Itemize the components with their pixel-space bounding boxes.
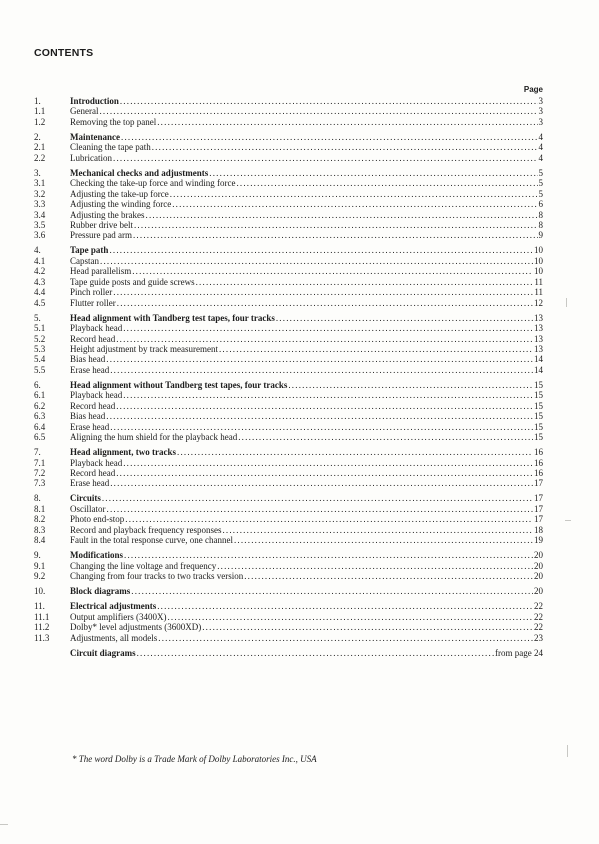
toc-subsection-entry [34,220,543,230]
entry-page-number: 3 [538,96,543,106]
entry-number: 5.2 [34,333,46,344]
dot-leader [110,422,533,432]
entry-title: Pressure pad arm [70,230,132,241]
entry-title: Mechanical checks and adjustments [70,167,209,178]
entry-number: 11.3 [34,632,50,643]
entry-title: Cleaning the tape path [70,142,151,153]
entry-number: 10. [34,586,46,597]
entry-title: Record head [70,400,116,411]
entry-number: 4.1 [34,255,46,266]
entry-page-number: 22 [534,611,543,622]
dot-leader [288,380,533,390]
entry-number: 3. [34,167,41,178]
dot-leader [172,199,537,209]
entry-page-number: 11 [534,287,543,298]
entry-number: 6.1 [34,390,46,401]
entry-title: Record head [70,333,116,344]
toc-section-entry [34,447,543,457]
entry-title: Electrical adjustments [70,601,157,612]
entry-number: 1. [34,96,41,106]
entry-page-number: 4 [538,152,543,163]
entry-page-number: 6 [538,199,543,210]
toc-subsection-entry [34,323,543,333]
dot-leader [158,633,533,643]
dot-leader [131,586,533,596]
dot-leader [157,601,533,611]
toc-section-entry [34,313,543,323]
entry-title: Dolby* level adjustments (3600XD) [70,622,202,633]
toc-section-entry [34,493,543,503]
toc-subsection-entry [34,422,543,432]
dot-leader [209,168,537,178]
entry-number: 11.2 [34,622,50,633]
toc-subsection-entry [34,612,543,622]
entry-page-number: 15 [534,379,543,390]
dot-leader [276,313,533,323]
entry-number: 3.1 [34,178,46,189]
scan-mark [567,745,568,757]
toc-subsection-entry [34,571,543,581]
entry-title: Head alignment with Tandberg test tapes, four tracks [70,312,275,323]
toc-section-entry [34,96,543,106]
toc-subsection-entry [34,266,543,276]
toc-subsection-entry [34,354,543,364]
entry-number: 4.4 [34,287,46,298]
toc-subsection-entry [34,117,543,127]
entry-title: Erase head [70,478,110,489]
entry-page-number: 15 [534,390,543,401]
entry-page-number: 17 [534,493,543,504]
dot-leader [202,622,533,632]
entry-number: 1.1 [34,106,46,117]
entry-title: Aligning the hum shield for the playback head [70,432,238,443]
toc-section-entry [34,168,543,178]
dot-leader [123,458,533,468]
entry-number: 11.1 [34,611,50,622]
toc-subsection-entry [34,633,543,643]
entry-title: Changing the line voltage and frequency [70,560,217,571]
entry-page-number: 22 [534,622,543,633]
entry-page-number: 3 [538,106,543,117]
entry-title: Oscillator [70,503,106,514]
toc-subsection-entry [34,277,543,287]
dot-leader [177,447,533,457]
dot-leader [116,468,533,478]
entry-page-number: 9 [538,230,543,241]
entry-title: Circuits [70,493,101,504]
entry-number: 5.3 [34,344,46,354]
toc-subsection-entry [34,199,543,209]
entry-number: 5.1 [34,323,46,334]
entry-title: Playback head [70,457,123,468]
toc-subsection-entry [34,390,543,400]
entry-page-number: 10 [534,266,543,277]
dot-leader [234,535,533,545]
entry-title: Bias head [70,411,106,422]
entry-number: 8.3 [34,524,46,535]
entry-page-number: 17 [534,503,543,514]
footnote: * The word Dolby is a Trade Mark of Dolby Laboratories Inc., USA [72,754,317,764]
entry-number: 3.5 [34,220,46,230]
entry-page-number: 5 [538,178,543,189]
toc-subsection-entry [34,478,543,488]
entry-title: Modifications [70,550,123,561]
entry-title: Circuit diagrams [70,647,136,658]
entry-page-number: 16 [534,457,543,468]
page-title: CONTENTS [34,47,94,59]
dot-leader [222,525,533,535]
entry-number: 5.4 [34,354,46,365]
entry-page-number: 22 [534,601,543,612]
entry-number: 6. [34,379,41,390]
dot-leader [137,648,494,658]
entry-page-number: 20 [534,586,543,597]
entry-title: Head alignment, two tracks [70,447,176,458]
toc-subsection-entry [34,365,543,375]
entry-page-number: 10 [534,255,543,266]
scan-mark [566,298,567,307]
entry-page-number: 20 [534,571,543,582]
entry-page-number: 4 [538,131,543,142]
entry-number: 3.2 [34,188,46,199]
toc-subsection-entry [34,535,543,545]
toc-subsection-entry [34,432,543,442]
entry-number: 4.5 [34,297,46,308]
entry-page-number: 14 [534,364,543,375]
dot-leader [110,478,533,488]
dot-leader [238,432,533,442]
entry-number: 8. [34,493,41,504]
entry-title: Lubrication [70,152,112,163]
entry-page-number: 15 [534,411,543,422]
dot-leader [123,390,533,400]
entry-number: 4.2 [34,266,46,277]
dot-leader [134,220,538,230]
toc-subsection-entry [34,561,543,571]
entry-title: Adjusting the brakes [70,209,145,220]
toc-subsection-entry [34,142,543,152]
entry-number: 3.3 [34,199,46,210]
entry-page-number: 19 [534,535,543,546]
entry-title: Playback head [70,390,123,401]
dot-leader [170,189,538,199]
entry-number: 9.1 [34,560,46,571]
entry-page-number: 4 [538,142,543,153]
entry-title: Fault in the total response curve, one channel [70,535,233,546]
entry-title: Introduction [70,96,119,106]
dot-leader [106,411,533,421]
entry-page-number: 13 [534,312,543,323]
dot-leader [217,561,533,571]
entry-title: Erase head [70,421,110,432]
entry-number: 6.2 [34,400,46,411]
entry-page-number: 8 [538,209,543,220]
entry-number: 3.6 [34,230,46,241]
dot-leader [102,493,533,503]
entry-number: 9.2 [34,571,46,582]
entry-number: 8.1 [34,503,46,514]
dot-leader [146,210,538,220]
entry-number: 8.4 [34,535,46,546]
dot-leader [120,96,538,106]
toc-subsection-entry [34,210,543,220]
entry-title: Erase head [70,364,110,375]
toc-section-entry [34,132,543,142]
toc-section-entry [34,380,543,390]
entry-title: Record and playback frequency responses [70,524,222,535]
entry-page-number: 5 [538,188,543,199]
entry-page-number: 15 [534,421,543,432]
toc-subsection-entry [34,178,543,188]
dot-leader [124,550,533,560]
dot-leader [117,298,533,308]
entry-page-number: 12 [534,297,543,308]
entry-title: Adjusting the winding force [70,199,172,210]
toc-subsection-entry [34,504,543,514]
toc-subsection-entry [34,298,543,308]
entry-page-number: 17 [534,514,543,525]
entry-title: Removing the top panel [70,116,157,127]
dot-leader [116,334,533,344]
entry-page-number: 15 [534,432,543,443]
entry-title: Height adjustment by track measurement [70,344,218,354]
toc-subsection-entry [34,468,543,478]
toc-subsection-entry [34,334,543,344]
entry-page-number: from page 24 [495,647,543,658]
entry-number: 5.5 [34,364,46,375]
entry-number: 2.1 [34,142,46,153]
entry-page-number: 23 [534,632,543,643]
dot-leader [110,365,533,375]
toc-section-entry [34,550,543,560]
entry-title: Block diagrams [70,586,131,597]
toc-subsection-entry [34,106,543,116]
dot-leader [133,230,538,240]
scan-mark [565,520,571,521]
dot-leader [109,245,533,255]
dot-leader [113,153,538,163]
entry-title: Tape path [70,245,109,256]
toc-section-entry [34,245,543,255]
entry-number: 3.4 [34,209,46,220]
toc-subsection-entry [34,622,543,632]
entry-number: 4. [34,245,41,256]
dot-leader [106,354,533,364]
toc-section-entry [34,601,543,611]
entry-number: 4.3 [34,276,46,287]
entry-page-number: 5 [538,167,543,178]
dot-leader [123,323,533,333]
entry-number: 8.2 [34,514,46,525]
toc-subsection-entry [34,287,543,297]
dot-leader [100,256,533,266]
entry-page-number: 10 [534,245,543,256]
entry-page-number: 16 [534,447,543,458]
entry-title: Head parallelism [70,266,132,277]
entry-page-number: 13 [534,344,543,354]
entry-number: 7.2 [34,468,46,478]
entry-title: Output amplifiers (3400X) [70,611,167,622]
entry-title: Head alignment without Tandberg test tapes, four tracks [70,379,288,390]
dot-leader [157,117,537,127]
entry-number: 11. [34,601,45,612]
entry-page-number: 20 [534,550,543,561]
entry-number: 2.2 [34,152,46,163]
entry-title: Record head [70,468,116,478]
entry-number: 6.3 [34,411,46,422]
toc-section-entry [34,586,543,596]
dot-leader [236,178,537,188]
entry-number: 1.2 [34,116,46,127]
scan-mark [0,824,8,825]
entry-page-number: 13 [534,333,543,344]
toc-subsection-entry [34,230,543,240]
entry-title: Rubber drive belt [70,220,133,230]
dot-leader [116,401,533,411]
entry-page-number: 13 [534,323,543,334]
entry-title: Capstan [70,255,99,266]
dot-leader [219,344,533,354]
entry-number: 6.4 [34,421,46,432]
entry-title: Bias head [70,354,106,365]
entry-title: Checking the take-up force and winding force [70,178,236,189]
dot-leader [125,514,533,524]
toc-subsection-entry [34,256,543,266]
dot-leader [167,612,533,622]
entry-title: Photo end-stop [70,514,125,525]
entry-page-number: 11 [534,276,543,287]
entry-title: Maintenance [70,131,120,142]
entry-title: Pinch roller [70,287,113,298]
toc-section-entry [34,648,543,658]
entry-page-number: 15 [534,400,543,411]
entry-title: Changing from four tracks to two tracks version [70,571,244,582]
toc-subsection-entry [34,189,543,199]
dot-leader [107,504,534,514]
entry-number: 7.1 [34,457,46,468]
toc-subsection-entry [34,525,543,535]
entry-page-number: 16 [534,468,543,478]
entry-page-number: 18 [534,524,543,535]
entry-number: 5. [34,312,41,323]
dot-leader [244,571,533,581]
entry-page-number: 17 [534,478,543,489]
entry-number: 2. [34,131,41,142]
entry-title: Tape guide posts and guide screws [70,276,195,287]
toc-subsection-entry [34,344,543,354]
entry-number: 7.3 [34,478,46,489]
entry-page-number: 8 [538,220,543,230]
entry-number: 9. [34,550,41,561]
page-column-label: Page [523,85,543,94]
toc-subsection-entry [34,514,543,524]
toc-subsection-entry [34,401,543,411]
entry-page-number: 3 [538,116,543,127]
table-of-contents [34,96,543,658]
entry-title: Flutter roller [70,297,116,308]
dot-leader [196,277,534,287]
entry-number: 6.5 [34,432,46,443]
dot-leader [113,287,533,297]
entry-title: Playback head [70,323,123,334]
dot-leader [132,266,533,276]
dot-leader [99,106,537,116]
dot-leader [152,142,538,152]
entry-number: 7. [34,447,41,458]
dot-leader [121,132,538,142]
toc-subsection-entry [34,458,543,468]
entry-title: General [70,106,99,117]
entry-title: Adjustments, all models [70,632,158,643]
entry-title: Adjusting the take-up force [70,188,169,199]
toc-subsection-entry [34,153,543,163]
toc-subsection-entry [34,411,543,421]
entry-page-number: 20 [534,560,543,571]
entry-page-number: 14 [534,354,543,365]
